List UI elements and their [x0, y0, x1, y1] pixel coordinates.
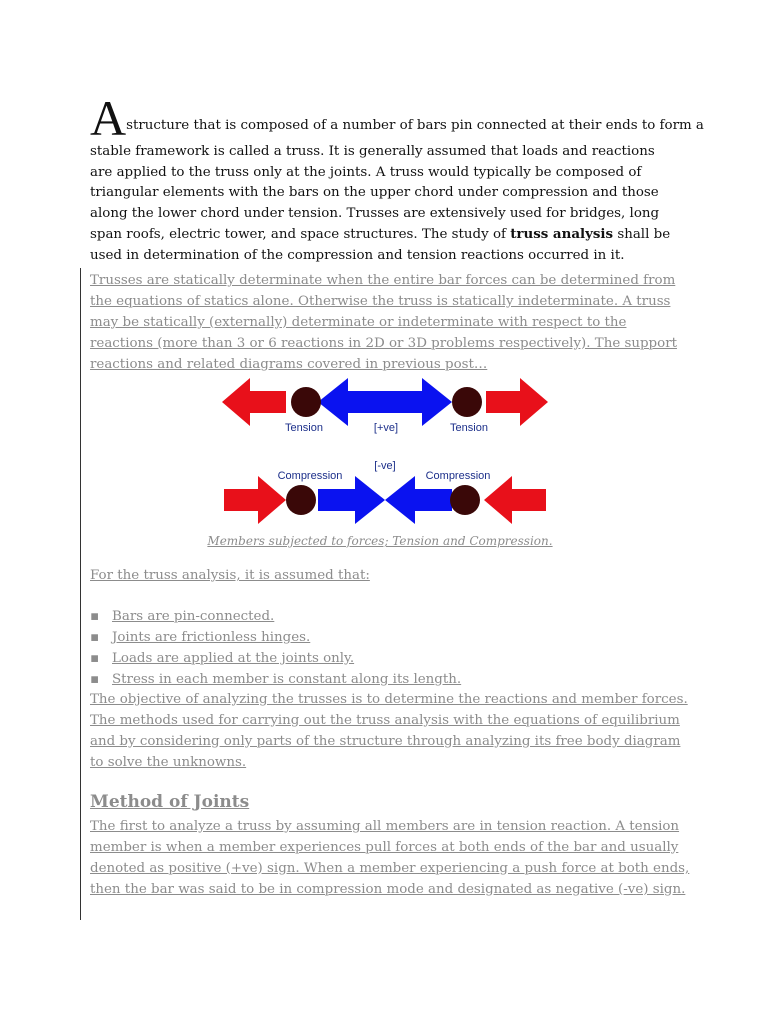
tension-joint-left: [291, 387, 321, 417]
drop-cap: A: [90, 90, 127, 146]
compression-bar-left-arrow: [318, 476, 385, 524]
compression-joint-right: [450, 485, 480, 515]
tension-bar-left-arrow: [318, 378, 385, 426]
tension-compression-diagram: [222, 374, 548, 526]
method-of-joints-heading[interactable]: Method of Joints: [90, 792, 250, 812]
compression-left-arrow: [224, 476, 286, 524]
bullet-icon: ▪: [90, 629, 100, 645]
intro-body-text: stable framework is called a truss. It is generally assumed that loads and reactions are applied to the truss only at the joints. A truss would typically be composed of triangular elements with the bars on the upper chord under compression and those along the lower chord under tension. Trusses are extensively used for bridges, long span roofs, electric tower, and space structures. The study of: [90, 144, 660, 243]
list-item[interactable]: [90, 649, 690, 670]
tension-right-arrow: [486, 378, 548, 426]
intro-paragraph: [90, 90, 704, 267]
intro-body: [90, 142, 680, 267]
left-margin-rule: [80, 268, 81, 920]
tension-compression-figure: [222, 374, 548, 526]
tension-joint-right: [452, 387, 482, 417]
figure-caption[interactable]: Members subjected to forces; Tension and Compression.: [207, 534, 553, 548]
bullet-icon: ▪: [90, 650, 100, 666]
list-item[interactable]: [90, 670, 690, 691]
compression-joint-left: [286, 485, 316, 515]
tension-label-right: Tension: [450, 422, 488, 434]
determinacy-paragraph-link[interactable]: Trusses are statically determinate when the entire bar forces can be determined from the equations of statics alone. Otherwise the truss is statically indeterminate. A truss may be statically (externally) determinate or indeterminate with respect to the reactions (more than 3 or 6 reactions in 2D or 3D problems respectively). The support reactions and related diagrams covered in previous post…: [90, 273, 677, 372]
compression-bar-right-arrow: [385, 476, 452, 524]
list-item-text: Loads are applied at the joints only.: [112, 650, 355, 666]
intro-body-text-end: shall be used in determination of the compression and tension reactions occurred in it.: [90, 227, 671, 263]
tension-left-arrow: [222, 378, 286, 426]
positive-label: [+ve]: [373, 422, 399, 434]
list-item[interactable]: [90, 628, 690, 649]
bullet-icon: ▪: [90, 609, 100, 624]
objective-paragraph-link[interactable]: The objective of analyzing the trusses is to determine the reactions and member forces. The methods used for carrying out the truss analysis with the equations of equilibrium and by considering only parts of the structure through analyzing its free body diagram to solve the unknowns.: [90, 692, 688, 770]
list-item[interactable]: [90, 607, 690, 628]
tension-bar-right-arrow: [385, 378, 452, 426]
list-item-text: Joints are frictionless hinges.: [112, 629, 311, 645]
method-of-joints-paragraph-link[interactable]: The first to analyze a truss by assuming all members are in tension reaction. A tension member is when a member experiences pull forces at both ends of the bar and usually denoted as positive (+ve) sign. When a member experiencing a push force at both ends, then the bar was said to be in compression mode and designated as negative (-ve) sign.: [90, 819, 690, 897]
intro-first-line: [90, 90, 704, 146]
list-item-text: Stress in each member is constant along its length.: [112, 671, 462, 687]
negative-label: [-ve]: [374, 460, 396, 472]
list-item-text: Bars are pin-connected.: [112, 609, 275, 624]
assumption-list: [90, 607, 690, 691]
bullet-icon: ▪: [90, 671, 100, 687]
intro-first-line-text: structure that is composed of a number of bars pin connected at their ends to form a: [126, 118, 704, 134]
tension-label-left: Tension: [285, 422, 323, 434]
bold-term-truss-analysis: truss analysis: [510, 226, 614, 243]
compression-label-left: Compression: [277, 470, 343, 482]
compression-label-right: Compression: [425, 470, 491, 482]
compression-right-arrow: [484, 476, 546, 524]
assumption-intro-link[interactable]: For the truss analysis, it is assumed that:: [90, 568, 370, 583]
